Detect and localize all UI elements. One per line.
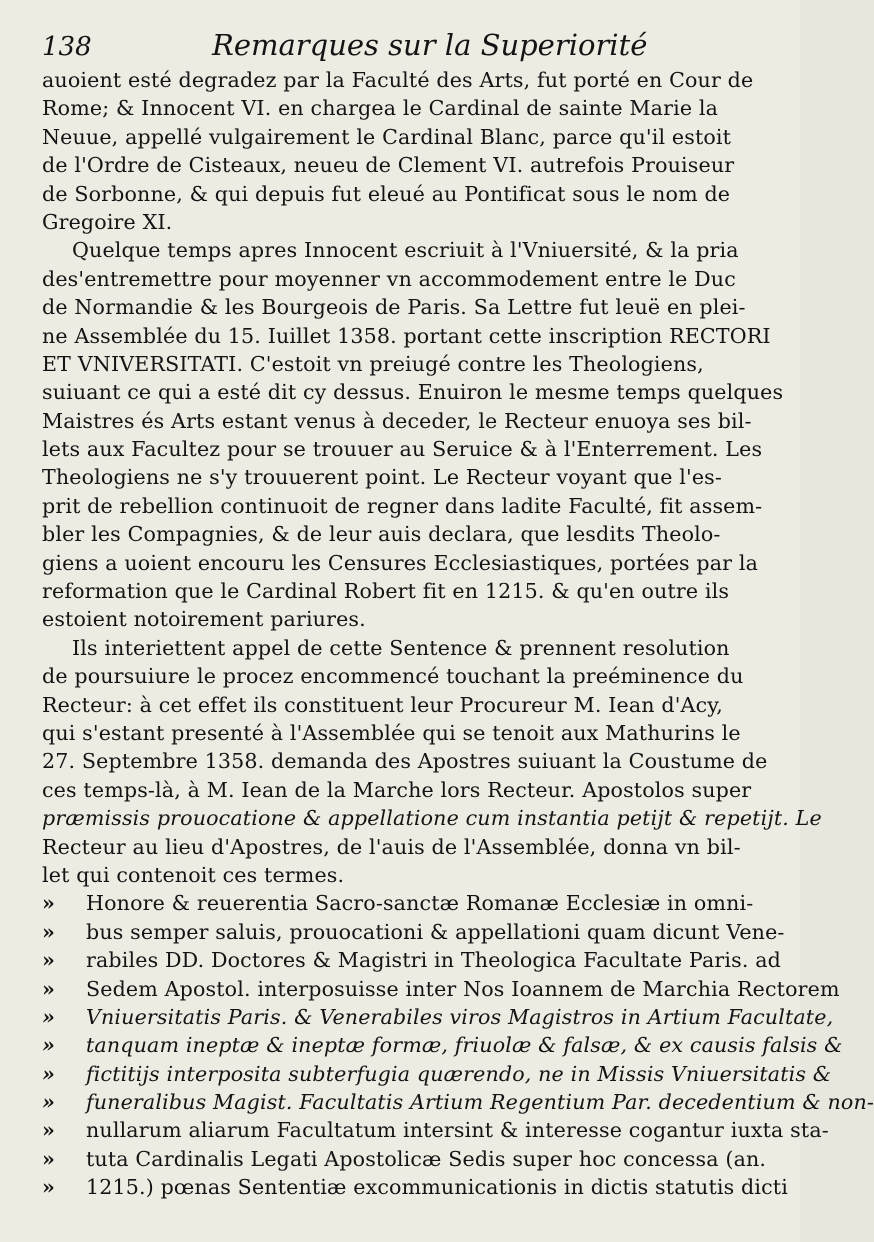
text-line: qui s'estant presenté à l'Assemblée qui se tenoit aux Mathurins le — [42, 720, 741, 745]
guillemet-marker: » — [42, 1175, 56, 1200]
guillemet-marker: » — [42, 976, 56, 1001]
quote-line: » Vniuersitatis Paris. & Venerabiles viros Magistros in Artium Facultate, — [42, 1003, 768, 1031]
page-header — [42, 26, 768, 66]
text-line: Gregoire XI. — [42, 209, 173, 234]
text-line: des'entremettre pour moyenner vn accommodement entre le Duc — [42, 266, 736, 291]
quote-line: » funeralibus Magist. Facultatis Artium Regentium Par. decedentium & non- — [42, 1088, 768, 1116]
text-line: Quelque temps apres Innocent escriuit à l'Vniuersité, & la pria — [72, 238, 739, 263]
guillemet-marker: » — [42, 1033, 56, 1058]
guillemet-marker: » — [42, 1090, 56, 1115]
text-line: 27. Septembre 1358. demanda des Apostres suiuant la Coustume de — [42, 749, 768, 774]
quote-line: » tanquam ineptæ & ineptæ formæ, friuolæ & falsæ, & ex causis falsis & — [42, 1031, 768, 1059]
guillemet-marker: » — [42, 1146, 56, 1171]
text-line: ET VNIVERSITATI. C'estoit vn preiugé contre les Theologiens, — [42, 351, 704, 376]
quote-line: » Sedem Apostol. interposuisse inter Nos Ioannem de Marchia Rectorem — [42, 975, 768, 1003]
paragraph — [42, 634, 822, 890]
text-line: prit de rebellion continuoit de regner dans ladite Faculté, fit assem- — [42, 493, 763, 518]
paragraph — [42, 66, 768, 236]
text-line: Theologiens ne s'y trouuerent point. Le Recteur voyant que l'es- — [42, 465, 722, 490]
guillemet-marker: » — [42, 1004, 56, 1029]
text-line: Recteur au lieu d'Apostres, de l'auis de l'Assemblée, donna vn bil- — [42, 834, 741, 859]
quote-line: » fictitijs interposita subterfugia quærendo, ne in Missis Vniuersitatis & — [42, 1060, 768, 1088]
text-line: de Sorbonne, & qui depuis fut eleué au Pontificat sous le nom de — [42, 181, 731, 206]
text-line: let qui contenoit ces termes. — [42, 862, 345, 887]
quote-line: » rabiles DD. Doctores & Magistri in Theologica Facultate Paris. ad — [42, 946, 768, 974]
text-line: bler les Compagnies, & de leur auis declara, que lesdits Theolo- — [42, 522, 721, 547]
text-line: Ils interiettent appel de cette Sentence & prennent resolution — [72, 635, 730, 660]
text-line: estoient notoirement pariures. — [42, 607, 366, 632]
text-line: præmissis prouocatione & appellatione cum instantia petijt & repetijt. Le — [42, 806, 822, 831]
body-text — [42, 66, 874, 1202]
text-line: Recteur: à cet effet ils constituent leur Procureur M. Iean d'Acy, — [42, 692, 724, 717]
paragraph — [42, 236, 784, 633]
text-line: lets aux Facultez pour se trouuer au Seruice & à l'Enterrement. Les — [42, 437, 763, 462]
guillemet-marker: » — [42, 1061, 56, 1086]
text-line: auoient esté degradez par la Faculté des Arts, fut porté en Cour de — [42, 68, 754, 92]
running-title: Remarques sur la Superiorité — [212, 28, 648, 62]
quote-line: » nullarum aliarum Facultatum intersint & interesse cogantur iuxta sta- — [42, 1116, 768, 1144]
text-line: Maistres és Arts estant venus à deceder, le Recteur enuoya ses bil- — [42, 408, 752, 433]
guillemet-marker: » — [42, 891, 56, 916]
quote-line: » tuta Cardinalis Legati Apostolicæ Sedis super hoc concessa (an. — [42, 1145, 768, 1173]
text-line: ne Assemblée du 15. Iuillet 1358. portant cette inscription RECTORI — [42, 323, 771, 348]
latin-quotation — [42, 889, 874, 1201]
guillemet-marker: » — [42, 948, 56, 973]
text-line: ces temps-là, à M. Iean de la Marche lors Recteur. Apostolos super — [42, 777, 752, 802]
guillemet-marker: » — [42, 919, 56, 944]
text-line: giens a uoient encouru les Censures Ecclesiastiques, portées par la — [42, 550, 759, 575]
quote-line: » 1215.) pœnas Sententiæ excommunicationis in dictis statutis dicti — [42, 1173, 768, 1201]
text-line: de l'Ordre de Cisteaux, neueu de Clement VI. autrefois Prouiseur — [42, 153, 735, 178]
text-line: de poursuiure le procez encommencé touchant la preéminence du — [42, 664, 744, 689]
text-line: de Normandie & les Bourgeois de Paris. Sa Lettre fut leuë en plei- — [42, 295, 746, 320]
text-line: suiuant ce qui a esté dit cy dessus. Enuiron le mesme temps quelques — [42, 380, 784, 405]
text-line: Neuue, appellé vulgairement le Cardinal Blanc, parce qu'il estoit — [42, 124, 732, 149]
guillemet-marker: » — [42, 1118, 56, 1143]
page-number: 138 — [42, 32, 92, 62]
text-line: reformation que le Cardinal Robert fit en 1215. & qu'en outre ils — [42, 579, 730, 604]
text-line: Rome; & Innocent VI. en chargea le Cardinal de sainte Marie la — [42, 96, 719, 121]
quote-line: » bus semper saluis, prouocationi & appellationi quam dicunt Vene- — [42, 918, 768, 946]
quote-line: » Honore & reuerentia Sacro-sanctæ Romanæ Ecclesiæ in omni- — [42, 889, 768, 917]
